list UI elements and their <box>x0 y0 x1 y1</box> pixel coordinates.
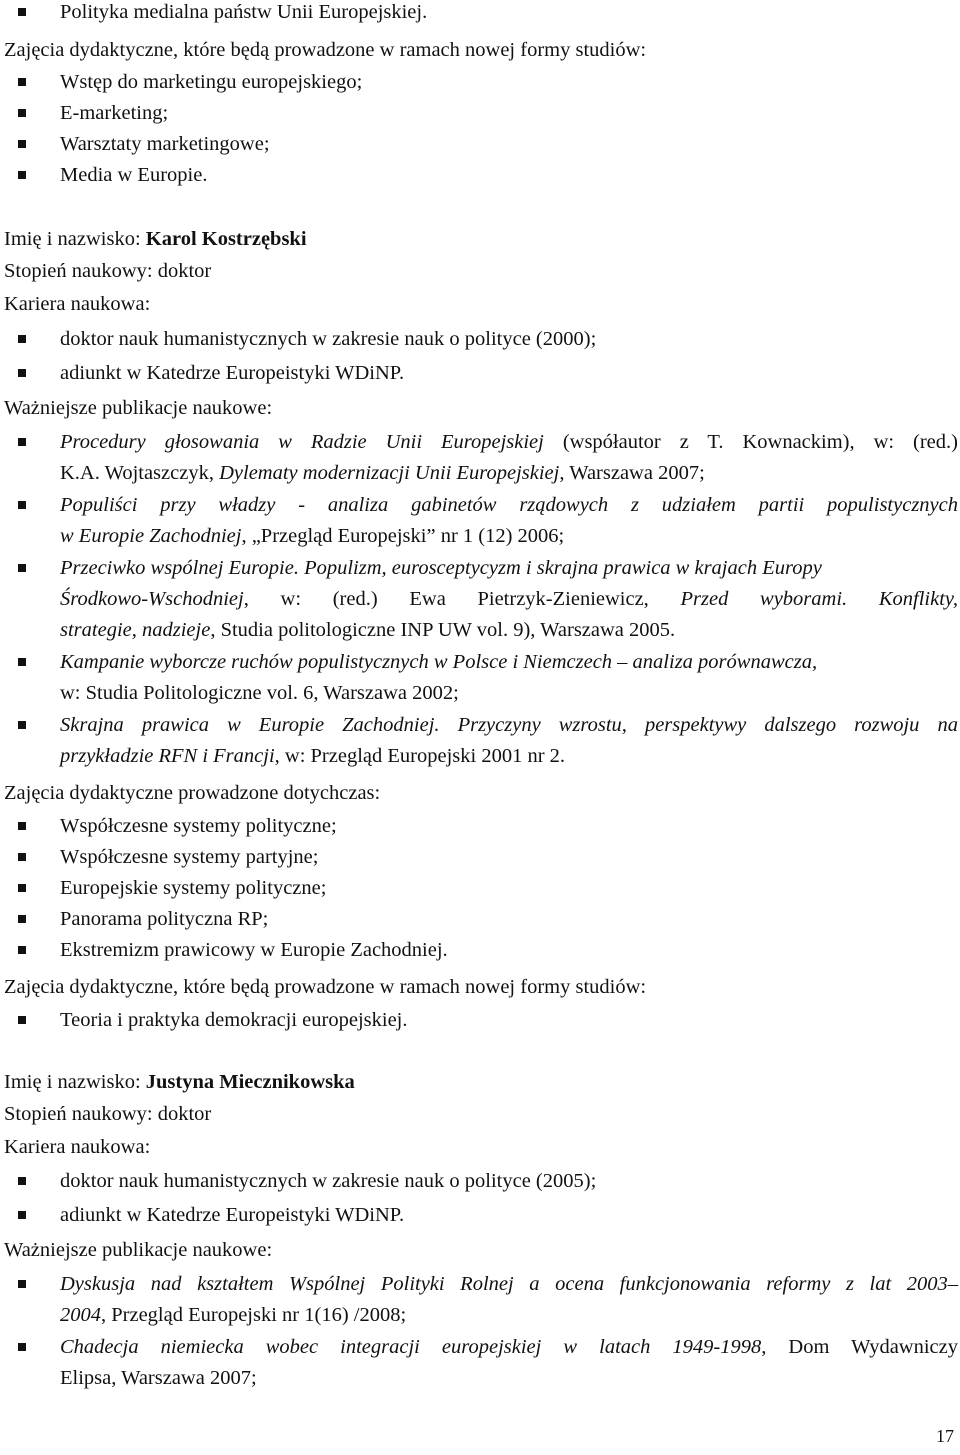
publication-item-cont: w: Studia Politologiczne vol. 6, Warszawa 2002; <box>60 682 459 704</box>
list-item: Współczesne systemy partyjne; <box>60 845 318 869</box>
section-heading: Zajęcia dydaktyczne, które będą prowadzone w ramach nowej formy studiów: <box>4 39 647 61</box>
bullet-icon <box>18 822 26 830</box>
bullet-icon <box>18 8 26 16</box>
publication-item-cont: K.A. Wojtaszczyk, Dylematy modernizacji Unii Europejskiej, Warszawa 2007; <box>60 462 705 484</box>
publication-item-cont: przykładzie RFN i Francji, w: Przegląd Europejski 2001 nr 2. <box>60 745 566 767</box>
list-item: Warsztaty marketingowe; <box>60 132 270 156</box>
career-label: Kariera naukowa: <box>4 1136 151 1158</box>
list-item: Ekstremizm prawicowy w Europie Zachodniej. <box>60 938 448 962</box>
person-name: Karol Kostrzębski <box>145 228 307 250</box>
publication-item-cont: Środkowo-Wschodniej, w: (red.) Ewa Pietrzyk-Zieniewicz, Przed wyborami. Konflikty, <box>60 588 958 610</box>
list-item: Europejskie systemy polityczne; <box>60 876 326 900</box>
list-item: adiunkt w Katedrze Europeistyki WDiNP. <box>60 361 404 385</box>
publication-item: Populiści przy władzy - analiza gabinetów rządowych z udziałem partii populistycznych <box>60 493 958 517</box>
publication-item-cont: strategie, nadzieje, Studia politologiczne INP UW vol. 9), Warszawa 2005. <box>60 619 676 641</box>
bullet-icon <box>18 171 26 179</box>
list-item: E-marketing; <box>60 101 168 125</box>
bullet-icon <box>18 369 26 377</box>
list-item: Teoria i praktyka demokracji europejskiej. <box>60 1008 408 1032</box>
bullet-icon <box>18 109 26 117</box>
publication-item-cont: Elipsa, Warszawa 2007; <box>60 1367 257 1389</box>
bullet-icon <box>18 1280 26 1288</box>
bullet-icon <box>18 438 26 446</box>
list-item: Polityka medialna państw Unii Europejskiej. <box>60 0 427 24</box>
bullet-icon <box>18 884 26 892</box>
person-name: Justyna Miecznikowska <box>145 1071 355 1093</box>
degree-line: Stopień naukowy: doktor <box>4 260 212 282</box>
list-item: Wstęp do marketingu europejskiego; <box>60 70 362 94</box>
publication-item: Skrajna prawica w Europie Zachodniej. Przyczyny wzrostu, perspektywy dalszego rozwoju na <box>60 713 958 737</box>
publication-item: Procedury głosowania w Radzie Unii Europejskiej (współautor z T. Kownackim), w: (red.) <box>60 430 958 454</box>
new-classes-label: Zajęcia dydaktyczne, które będą prowadzone w ramach nowej formy studiów: <box>4 976 647 998</box>
career-label: Kariera naukowa: <box>4 293 151 315</box>
list-item: Media w Europie. <box>60 163 207 187</box>
bullet-icon <box>18 721 26 729</box>
bullet-icon <box>18 501 26 509</box>
bullet-icon <box>18 140 26 148</box>
publication-item: Chadecja niemiecka wobec integracji europejskiej w latach 1949-1998, Dom Wydawniczy <box>60 1335 958 1359</box>
list-item: Panorama polityczna RP; <box>60 907 268 931</box>
page-number: 17 <box>936 1426 954 1446</box>
publication-item: Przeciwko wspólnej Europie. Populizm, eurosceptycyzm i skrajna prawica w krajach Europy <box>60 556 822 580</box>
bullet-icon <box>18 335 26 343</box>
person-name-line: Imię i nazwisko: Justyna Miecznikowska <box>4 1071 355 1093</box>
bullet-icon <box>18 564 26 572</box>
list-item: Współczesne systemy polityczne; <box>60 814 337 838</box>
bullet-icon <box>18 853 26 861</box>
bullet-icon <box>18 915 26 923</box>
classes-label: Zajęcia dydaktyczne prowadzone dotychczas: <box>4 782 381 804</box>
publication-item: Dyskusja nad kształtem Wspólnej Polityki Rolnej a ocena funkcjonowania reformy z lat 2003– <box>60 1272 958 1296</box>
person-name-line: Imię i nazwisko: Karol Kostrzębski <box>4 228 307 250</box>
publications-label: Ważniejsze publikacje naukowe: <box>4 1239 273 1261</box>
list-item: doktor nauk humanistycznych w zakresie nauk o polityce (2005); <box>60 1169 596 1193</box>
degree-line: Stopień naukowy: doktor <box>4 1103 212 1125</box>
publications-label: Ważniejsze publikacje naukowe: <box>4 397 273 419</box>
publication-item-cont: w Europie Zachodniej, „Przegląd Europejski” nr 1 (12) 2006; <box>60 525 565 547</box>
bullet-icon <box>18 946 26 954</box>
bullet-icon <box>18 78 26 86</box>
bullet-icon <box>18 1177 26 1185</box>
bullet-icon <box>18 1343 26 1351</box>
publication-item-cont: 2004, Przegląd Europejski nr 1(16) /2008; <box>60 1304 407 1326</box>
bullet-icon <box>18 1016 26 1024</box>
list-item: doktor nauk humanistycznych w zakresie nauk o polityce (2000); <box>60 327 596 351</box>
publication-item: Kampanie wyborcze ruchów populistycznych w Polsce i Niemczech – analiza porównawcza, <box>60 650 817 674</box>
bullet-icon <box>18 1211 26 1219</box>
list-item: adiunkt w Katedrze Europeistyki WDiNP. <box>60 1203 404 1227</box>
bullet-icon <box>18 658 26 666</box>
